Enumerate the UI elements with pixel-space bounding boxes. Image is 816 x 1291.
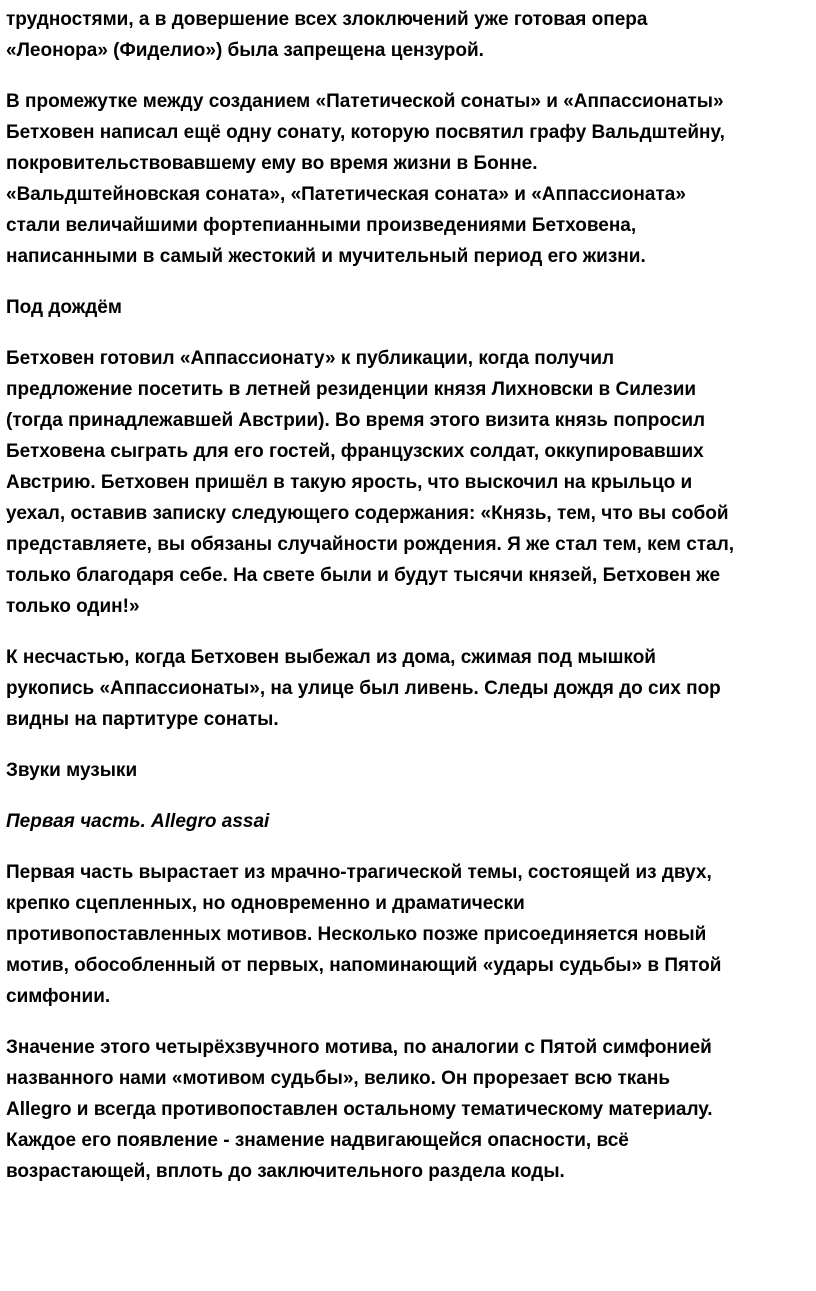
paragraph-waldstein: В промежутке между созданием «Патетической сонаты» и «Аппассионаты» Бетховен написал ещё одну сонату, которую посвятил графу Вальдштейну, покровительствовавшему ему во время жизни в Бонне. «Вальдштейновская соната», «Патетическая соната» и «Аппассионата» стали величайшими фортепианными произведениями Бетховена, написанными в самый жестокий и мучительный период его жизни. (6, 91, 725, 267)
paragraph-lichnowsky: Бетховен готовил «Аппассионату» к публикации, когда получил предложение посетить в летней резиденции князя Лихновски в Силезии (тогда принадлежавшей Австрии). Во время этого визита князь попросил Бетховена сыграть для его гостей, французских солдат, оккупировавших Австрию. Бетховен пришёл в такую ярость, что выскочил на крыльцо и уехал, оставив записку следующего содержания: «Князь, тем, что вы собой представляете, вы обязаны случайности рождения. Я же стал тем, кем стал, только благодаря себе. На свете были и будут тысячи князей, Бетховен же только один!» (6, 348, 735, 617)
paragraph-rain-manuscript: К несчастью, когда Бетховен выбежал из дома, сжимая под мышкой рукопись «Аппассионаты», на улице был ливень. Следы дождя до сих пор видны на партитуре сонаты. (6, 647, 721, 730)
heading-under-rain: Под дождём (6, 297, 122, 318)
heading-sounds-of-music: Звуки музыки (6, 760, 138, 781)
paragraph-first-movement: Первая часть вырастает из мрачно-трагической темы, состоящей из двух, крепко сцепленных, но одновременно и драматически противопоставленных мотивов. Несколько позже присоединяется новый мотив, обособленный от первых, напоминающий «удары судьбы» в Пятой симфонии. (6, 862, 722, 1007)
subheading-first-movement: Первая часть. Allegro assai (6, 811, 270, 832)
paragraph-fate-motif: Значение этого четырёхзвучного мотива, по аналогии с Пятой симфонией названного нами «мотивом судьбы», велико. Он прорезает всю ткань Allegro и всегда противопоставлен остальному тематическому материалу. Каждое его появление - знамение надвигающейся опасности, всё возрастающей, вплоть до заключительного раздела коды. (6, 1037, 713, 1182)
paragraph-censorship: трудностями, а в довершение всех злоключений уже готовая опера «Леонора» (Фиделио») была запрещена цензурой. (6, 9, 648, 61)
